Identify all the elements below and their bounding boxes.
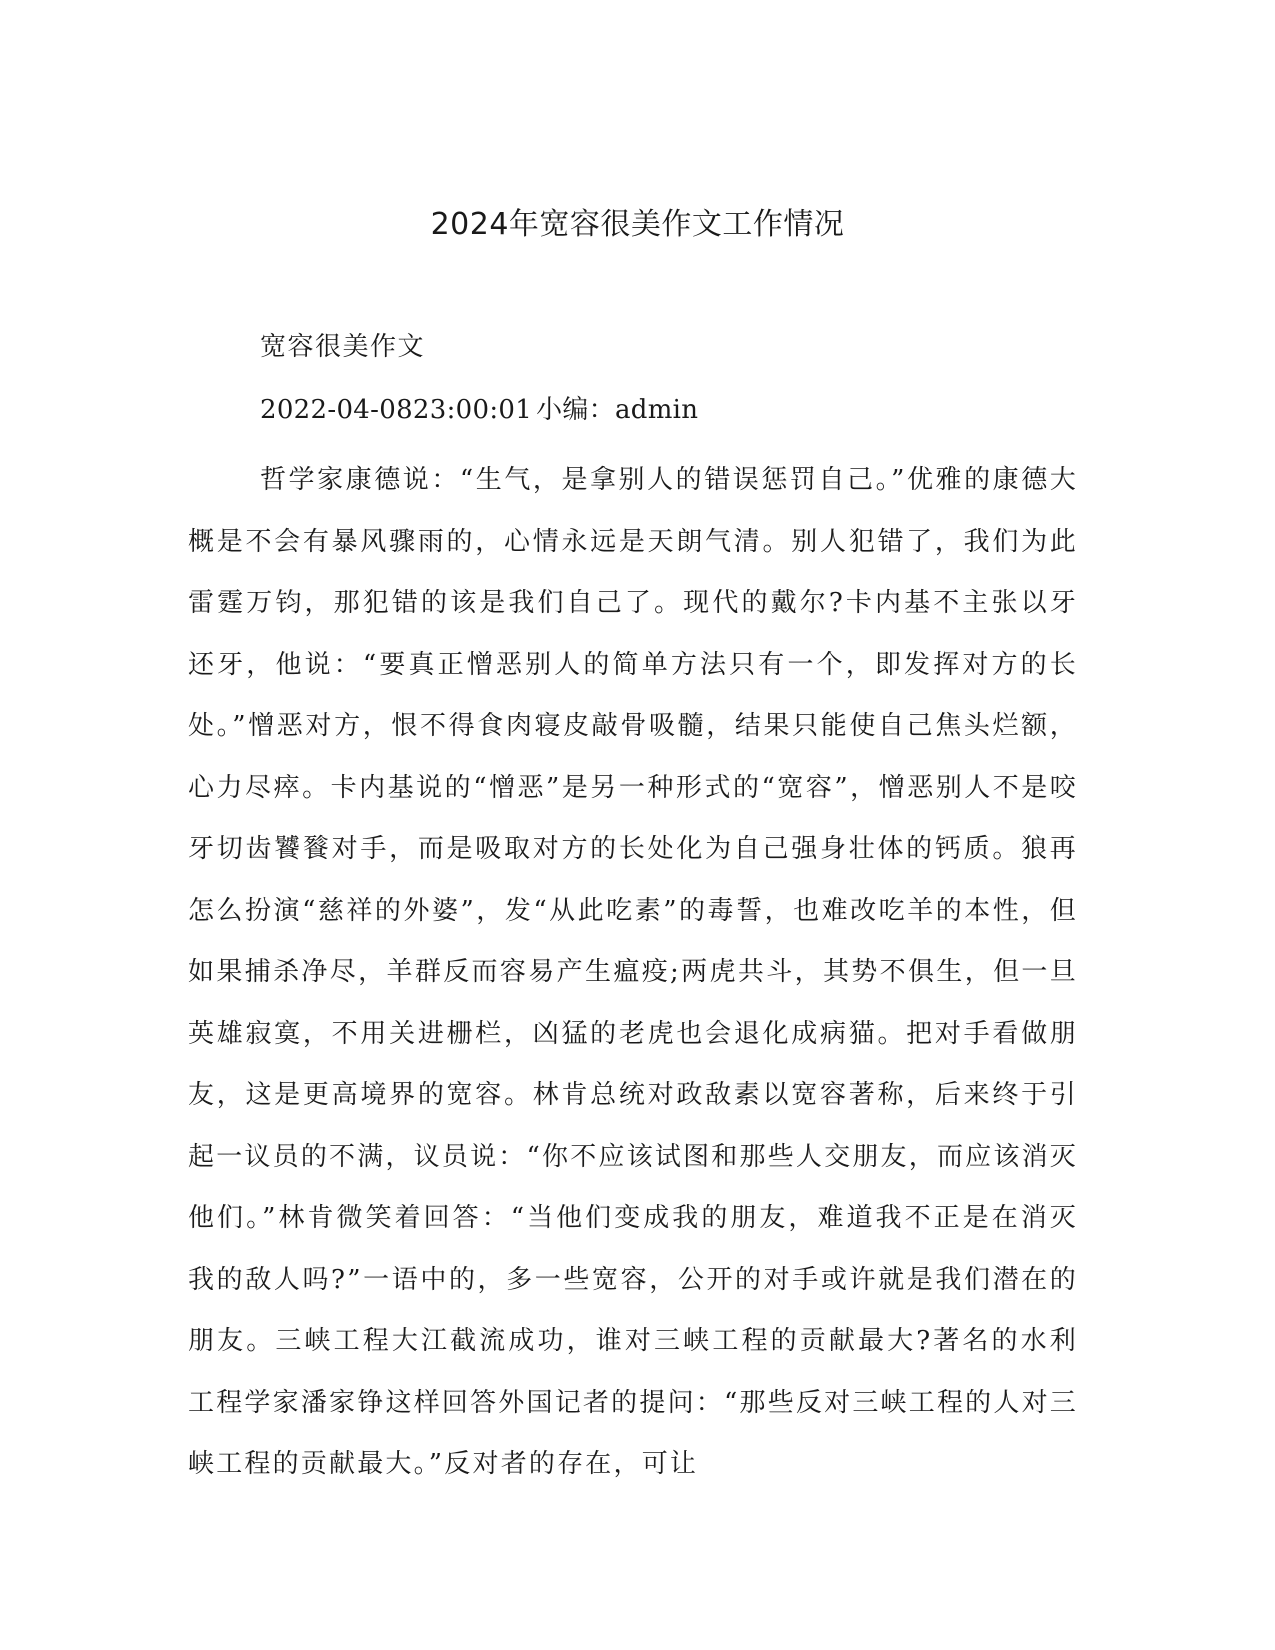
body-paragraph: 哲学家康德说：“生气，是拿别人的错误惩罚自己。”优雅的康德大概是不会有暴风骤雨的，心情永远是天朗气清。别人犯错了，我们为此雷霆万钧，那犯错的该是我们自己了。现代的戴尔?卡内基不主张以牙还牙，他说：“要真正憎恶别人的简单方法只有一个，即发挥对方的长处。”憎恶对方，恨不得食肉寝皮敲骨吸髓，结果只能使自己焦头烂额，心力尽瘁。卡内基说的“憎恶”是另一种形式的“宽容”，憎恶别人不是咬牙切齿饕餮对手，而是吸取对方的长处化为自己强身壮体的钙质。狼再怎么扮演“慈祥的外婆”，发“从此吃素”的毒誓，也难改吃羊的本性，但如果捕杀净尽，羊群反而容易产生瘟疫;两虎共斗，其势不俱生，但一旦英雄寂寞，不用关进栅栏，凶猛的老虎也会退化成病猫。把对手看做朋友，这是更高境界的宽容。林肯总统对政敌素以宽容著称，后来终于引起一议员的不满，议员说：“你不应该试图和那些人交朋友，而应该消灭他们。”林肯微笑着回答：“当他们变成我的朋友，难道我不正是在消灭我的敌人吗?”一语中的，多一些宽容，公开的对手或许就是我们潜在的朋友。三峡工程大江截流成功，谁对三峡工程的贡献最大?著名的水利工程学家潘家铮这样回答外国记者的提问：“那些反对三峡工程的人对三峡工程的贡献最大。”反对者的存在，可让 [188,465,1078,1479]
document-title: 2024年宽容很美作文工作情况 [430,207,845,242]
editor-credit: 小编：admin [536,395,699,425]
article-subtitle: 宽容很美作文 [260,332,426,362]
publish-date: 2022-04-0823:00:01 [260,395,533,425]
article-meta [260,390,698,430]
